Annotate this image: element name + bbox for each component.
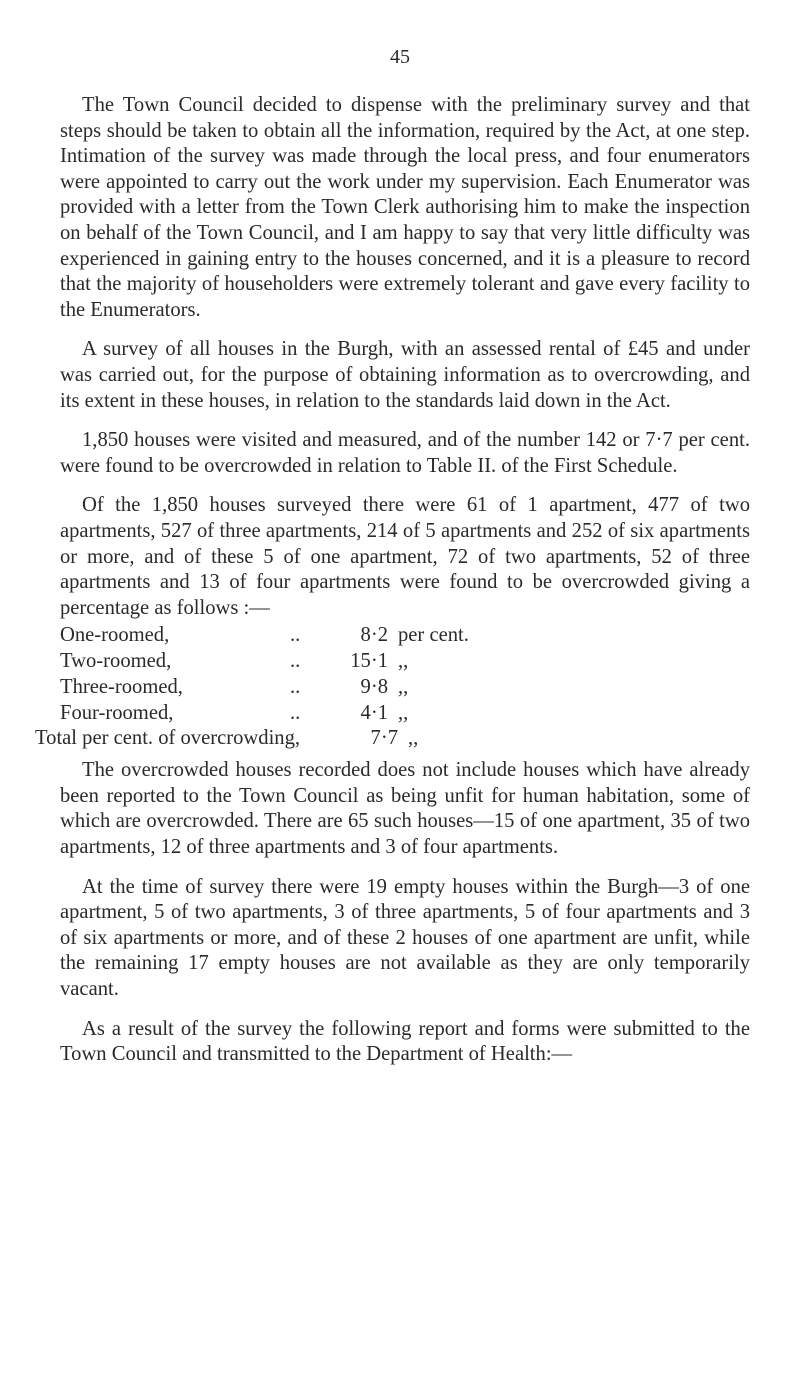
- table-row: [60, 623, 750, 649]
- row-value: 15·1: [350, 650, 388, 673]
- row-label: Two-roomed,: [60, 650, 172, 673]
- body-text: [35, 93, 750, 1082]
- row-leader-dots: ..: [290, 624, 301, 647]
- table-row: [60, 675, 750, 701]
- row-value: 8·2: [360, 624, 388, 647]
- paragraph-houses-breakdown: [60, 493, 750, 621]
- paragraph-text: 1,850 houses were visited and measured, and of the number 142 or 7·7 per cent. were found to be overcrowded in relation to Table II. of the First Schedule.: [60, 429, 750, 477]
- paragraph-unfit-houses: [60, 758, 750, 860]
- paragraph-text: The Town Council decided to dispense with the preliminary survey and that steps should be taken to obtain all the information, required by the Act, at one step. Intimation of the survey was made through the local press, and four enumerators were appointed to carry out the work under my supervision. Each Enumerator was provided with a letter from the Town Clerk authorising him to make the inspection on behalf of the Town Council, and I am happy to say that very little difficulty was experienced in gaining entry to the houses concerned, and it is a pleasure to record that the majority of householders were extremely tolerant and gave every facility to the Enumerators.: [60, 94, 750, 321]
- total-value: 7·7: [370, 727, 398, 750]
- paragraph-survey-scope: [60, 337, 750, 414]
- row-value: 4·1: [360, 701, 388, 724]
- paragraph-survey-method: [60, 93, 750, 323]
- row-unit: ,,: [398, 650, 409, 673]
- row-leader-dots: ..: [290, 701, 301, 724]
- row-unit: per cent.: [398, 624, 469, 647]
- row-label: Three-roomed,: [60, 675, 183, 698]
- paragraph-empty-houses: [60, 875, 750, 1003]
- row-leader-dots: ..: [290, 650, 301, 673]
- row-label: Four-roomed,: [60, 701, 174, 724]
- row-leader-dots: ..: [290, 675, 301, 698]
- paragraph-text: A survey of all houses in the Burgh, with an assessed rental of £45 and under was carried out, for the purpose of obtaining information as to overcrowding, and its extent in these houses, in relation to the standards laid down in the Act.: [60, 338, 750, 412]
- total-label: Total per cent. of overcrowding,: [35, 727, 301, 750]
- row-label: One-roomed,: [60, 624, 170, 647]
- overcrowding-percentage-table: [35, 623, 750, 752]
- row-value: 9·8: [360, 675, 388, 698]
- paragraph-text: The overcrowded houses recorded does not include houses which have already been reported to the Town Council as being unfit for human habitation, some of which are overcrowded. There are 65 such houses—15 of one apartment, 35 of two apartments, 12 of three apartments and 3 of four apartments.: [60, 759, 750, 859]
- paragraph-houses-visited: [60, 428, 750, 479]
- paragraph-text: As a result of the survey the following report and forms were submitted to the Town Council and transmitted to the Department of Health:—: [60, 1017, 750, 1066]
- row-unit: ,,: [398, 675, 409, 698]
- paragraph-text: At the time of survey there were 19 empty houses within the Burgh—3 of one apartment, 5 of two apartments, 3 of three apartments, 5 of four apartments and 3 of six apartments or more, and of these 2 houses of one apartment are unfit, while the remaining 17 empty houses are not available as they are only temporarily vacant.: [60, 875, 750, 1001]
- table-row: [60, 701, 750, 727]
- table-total-row: [35, 726, 750, 752]
- paragraph-report-submitted: [60, 1017, 750, 1068]
- paragraph-text: Of the 1,850 houses surveyed there were 61 of 1 apartment, 477 of two apartments, 527 of three apartments, 214 of 5 apartments and 252 of six apartments or more, and of these 5 of one apartment, 72 of two apartments, 52 of three apartments and 13 of four apartments were found to be overcrowded giving a percentage as follows :—: [60, 494, 750, 619]
- row-unit: ,,: [398, 701, 409, 724]
- table-row: [60, 649, 750, 675]
- total-unit: ,,: [408, 727, 419, 750]
- page-number: 45: [390, 46, 410, 68]
